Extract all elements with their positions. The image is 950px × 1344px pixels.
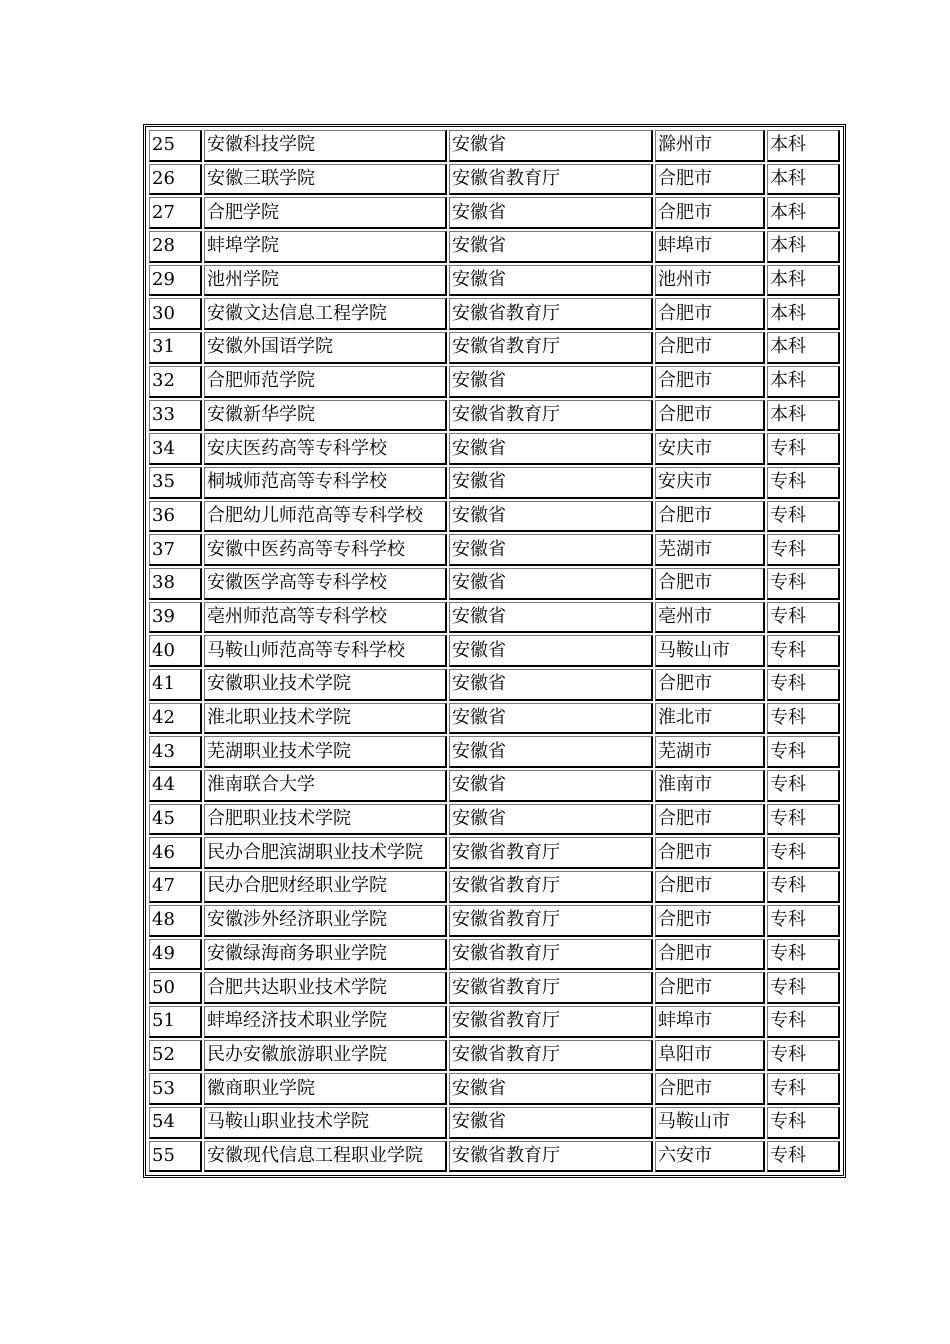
level-cell: 专科	[767, 635, 840, 667]
table-row	[149, 635, 840, 667]
level-cell: 专科	[767, 568, 840, 600]
institution-name-cell: 安徽外国语学院	[204, 332, 447, 364]
authority-cell: 安徽省	[449, 231, 653, 263]
table-row	[149, 905, 840, 937]
row-number-cell: 54	[149, 1107, 202, 1139]
institution-table-body	[149, 130, 840, 1172]
authority-cell: 安徽省教育厅	[449, 400, 653, 432]
city-cell: 亳州市	[655, 602, 765, 634]
institution-name-cell: 安徽文达信息工程学院	[204, 298, 447, 330]
table-row	[149, 972, 840, 1004]
row-number-cell: 43	[149, 736, 202, 768]
row-number-cell: 52	[149, 1040, 202, 1072]
city-cell: 合肥市	[655, 804, 765, 836]
row-number-cell: 55	[149, 1141, 202, 1173]
institution-name-cell: 合肥共达职业技术学院	[204, 972, 447, 1004]
institution-name-cell: 安庆医药高等专科学校	[204, 433, 447, 465]
row-number-cell: 37	[149, 534, 202, 566]
level-cell: 本科	[767, 366, 840, 398]
institution-name-cell: 桐城师范高等专科学校	[204, 467, 447, 499]
authority-cell: 安徽省	[449, 265, 653, 297]
city-cell: 阜阳市	[655, 1040, 765, 1072]
institution-name-cell: 淮北职业技术学院	[204, 703, 447, 735]
table-row	[149, 164, 840, 196]
institution-name-cell: 安徽绿海商务职业学院	[204, 939, 447, 971]
authority-cell: 安徽省	[449, 568, 653, 600]
authority-cell: 安徽省	[449, 366, 653, 398]
row-number-cell: 42	[149, 703, 202, 735]
institution-table-frame	[143, 124, 846, 1178]
level-cell: 本科	[767, 332, 840, 364]
city-cell: 芜湖市	[655, 736, 765, 768]
row-number-cell: 41	[149, 669, 202, 701]
table-row	[149, 770, 840, 802]
table-row	[149, 703, 840, 735]
institution-name-cell: 合肥职业技术学院	[204, 804, 447, 836]
city-cell: 合肥市	[655, 837, 765, 869]
table-row	[149, 669, 840, 701]
institution-name-cell: 民办合肥滨湖职业技术学院	[204, 837, 447, 869]
authority-cell: 安徽省	[449, 467, 653, 499]
institution-name-cell: 安徽职业技术学院	[204, 669, 447, 701]
level-cell: 专科	[767, 871, 840, 903]
authority-cell: 安徽省	[449, 534, 653, 566]
level-cell: 专科	[767, 433, 840, 465]
table-row	[149, 332, 840, 364]
level-cell: 本科	[767, 130, 840, 162]
table-row	[149, 467, 840, 499]
institution-name-cell: 安徽医学高等专科学校	[204, 568, 447, 600]
institution-name-cell: 马鞍山职业技术学院	[204, 1107, 447, 1139]
level-cell: 专科	[767, 1006, 840, 1038]
authority-cell: 安徽省	[449, 602, 653, 634]
institution-name-cell: 芜湖职业技术学院	[204, 736, 447, 768]
authority-cell: 安徽省教育厅	[449, 298, 653, 330]
city-cell: 合肥市	[655, 197, 765, 229]
level-cell: 本科	[767, 298, 840, 330]
level-cell: 专科	[767, 939, 840, 971]
institution-name-cell: 安徽三联学院	[204, 164, 447, 196]
row-number-cell: 40	[149, 635, 202, 667]
city-cell: 合肥市	[655, 400, 765, 432]
authority-cell: 安徽省	[449, 804, 653, 836]
row-number-cell: 29	[149, 265, 202, 297]
authority-cell: 安徽省教育厅	[449, 972, 653, 1004]
row-number-cell: 27	[149, 197, 202, 229]
city-cell: 合肥市	[655, 669, 765, 701]
city-cell: 滁州市	[655, 130, 765, 162]
city-cell: 合肥市	[655, 871, 765, 903]
table-row	[149, 602, 840, 634]
level-cell: 专科	[767, 1141, 840, 1173]
table-row	[149, 197, 840, 229]
table-row	[149, 501, 840, 533]
level-cell: 专科	[767, 770, 840, 802]
level-cell: 专科	[767, 669, 840, 701]
city-cell: 淮北市	[655, 703, 765, 735]
table-row	[149, 231, 840, 263]
authority-cell: 安徽省	[449, 635, 653, 667]
table-row	[149, 130, 840, 162]
city-cell: 合肥市	[655, 939, 765, 971]
institution-name-cell: 安徽涉外经济职业学院	[204, 905, 447, 937]
level-cell: 专科	[767, 804, 840, 836]
city-cell: 安庆市	[655, 467, 765, 499]
authority-cell: 安徽省教育厅	[449, 837, 653, 869]
level-cell: 专科	[767, 703, 840, 735]
row-number-cell: 50	[149, 972, 202, 1004]
authority-cell: 安徽省教育厅	[449, 332, 653, 364]
table-row	[149, 1073, 840, 1105]
institution-name-cell: 马鞍山师范高等专科学校	[204, 635, 447, 667]
authority-cell: 安徽省教育厅	[449, 1040, 653, 1072]
row-number-cell: 32	[149, 366, 202, 398]
level-cell: 本科	[767, 231, 840, 263]
table-row	[149, 736, 840, 768]
level-cell: 专科	[767, 972, 840, 1004]
table-row	[149, 1107, 840, 1139]
institution-name-cell: 池州学院	[204, 265, 447, 297]
row-number-cell: 49	[149, 939, 202, 971]
institution-name-cell: 亳州师范高等专科学校	[204, 602, 447, 634]
authority-cell: 安徽省	[449, 1107, 653, 1139]
institution-name-cell: 蚌埠经济技术职业学院	[204, 1006, 447, 1038]
city-cell: 淮南市	[655, 770, 765, 802]
table-row	[149, 433, 840, 465]
level-cell: 专科	[767, 1040, 840, 1072]
city-cell: 蚌埠市	[655, 1006, 765, 1038]
city-cell: 池州市	[655, 265, 765, 297]
institution-name-cell: 民办合肥财经职业学院	[204, 871, 447, 903]
row-number-cell: 31	[149, 332, 202, 364]
row-number-cell: 44	[149, 770, 202, 802]
institution-name-cell: 安徽中医药高等专科学校	[204, 534, 447, 566]
city-cell: 合肥市	[655, 164, 765, 196]
table-row	[149, 804, 840, 836]
row-number-cell: 47	[149, 871, 202, 903]
row-number-cell: 51	[149, 1006, 202, 1038]
level-cell: 专科	[767, 1073, 840, 1105]
table-row	[149, 1040, 840, 1072]
authority-cell: 安徽省	[449, 130, 653, 162]
institution-name-cell: 蚌埠学院	[204, 231, 447, 263]
authority-cell: 安徽省	[449, 770, 653, 802]
authority-cell: 安徽省	[449, 703, 653, 735]
authority-cell: 安徽省教育厅	[449, 1006, 653, 1038]
table-row	[149, 1141, 840, 1173]
institution-name-cell: 淮南联合大学	[204, 770, 447, 802]
level-cell: 专科	[767, 501, 840, 533]
city-cell: 合肥市	[655, 568, 765, 600]
row-number-cell: 28	[149, 231, 202, 263]
authority-cell: 安徽省	[449, 1073, 653, 1105]
table-row	[149, 265, 840, 297]
table-row	[149, 939, 840, 971]
institution-name-cell: 徽商职业学院	[204, 1073, 447, 1105]
level-cell: 专科	[767, 905, 840, 937]
institution-name-cell: 民办安徽旅游职业学院	[204, 1040, 447, 1072]
table-row	[149, 568, 840, 600]
city-cell: 马鞍山市	[655, 635, 765, 667]
table-row	[149, 400, 840, 432]
city-cell: 合肥市	[655, 1073, 765, 1105]
row-number-cell: 36	[149, 501, 202, 533]
level-cell: 本科	[767, 164, 840, 196]
city-cell: 合肥市	[655, 501, 765, 533]
institution-name-cell: 安徽现代信息工程职业学院	[204, 1141, 447, 1173]
authority-cell: 安徽省	[449, 736, 653, 768]
authority-cell: 安徽省教育厅	[449, 871, 653, 903]
level-cell: 本科	[767, 197, 840, 229]
level-cell: 专科	[767, 602, 840, 634]
authority-cell: 安徽省教育厅	[449, 939, 653, 971]
city-cell: 合肥市	[655, 366, 765, 398]
row-number-cell: 35	[149, 467, 202, 499]
row-number-cell: 25	[149, 130, 202, 162]
city-cell: 合肥市	[655, 905, 765, 937]
level-cell: 专科	[767, 837, 840, 869]
institution-table	[147, 128, 842, 1174]
authority-cell: 安徽省	[449, 669, 653, 701]
table-row	[149, 366, 840, 398]
row-number-cell: 39	[149, 602, 202, 634]
row-number-cell: 46	[149, 837, 202, 869]
authority-cell: 安徽省	[449, 197, 653, 229]
institution-name-cell: 安徽新华学院	[204, 400, 447, 432]
table-row	[149, 534, 840, 566]
level-cell: 专科	[767, 1107, 840, 1139]
table-row	[149, 871, 840, 903]
level-cell: 本科	[767, 265, 840, 297]
city-cell: 蚌埠市	[655, 231, 765, 263]
institution-name-cell: 合肥幼儿师范高等专科学校	[204, 501, 447, 533]
city-cell: 芜湖市	[655, 534, 765, 566]
row-number-cell: 34	[149, 433, 202, 465]
authority-cell: 安徽省	[449, 433, 653, 465]
row-number-cell: 38	[149, 568, 202, 600]
row-number-cell: 33	[149, 400, 202, 432]
row-number-cell: 30	[149, 298, 202, 330]
authority-cell: 安徽省教育厅	[449, 164, 653, 196]
table-row	[149, 298, 840, 330]
row-number-cell: 26	[149, 164, 202, 196]
authority-cell: 安徽省教育厅	[449, 905, 653, 937]
table-row	[149, 837, 840, 869]
level-cell: 专科	[767, 467, 840, 499]
city-cell: 合肥市	[655, 298, 765, 330]
authority-cell: 安徽省教育厅	[449, 1141, 653, 1173]
row-number-cell: 48	[149, 905, 202, 937]
row-number-cell: 53	[149, 1073, 202, 1105]
level-cell: 专科	[767, 534, 840, 566]
level-cell: 专科	[767, 736, 840, 768]
authority-cell: 安徽省	[449, 501, 653, 533]
city-cell: 六安市	[655, 1141, 765, 1173]
table-row	[149, 1006, 840, 1038]
level-cell: 本科	[767, 400, 840, 432]
city-cell: 安庆市	[655, 433, 765, 465]
row-number-cell: 45	[149, 804, 202, 836]
city-cell: 合肥市	[655, 972, 765, 1004]
city-cell: 马鞍山市	[655, 1107, 765, 1139]
institution-name-cell: 合肥师范学院	[204, 366, 447, 398]
city-cell: 合肥市	[655, 332, 765, 364]
institution-name-cell: 合肥学院	[204, 197, 447, 229]
institution-name-cell: 安徽科技学院	[204, 130, 447, 162]
